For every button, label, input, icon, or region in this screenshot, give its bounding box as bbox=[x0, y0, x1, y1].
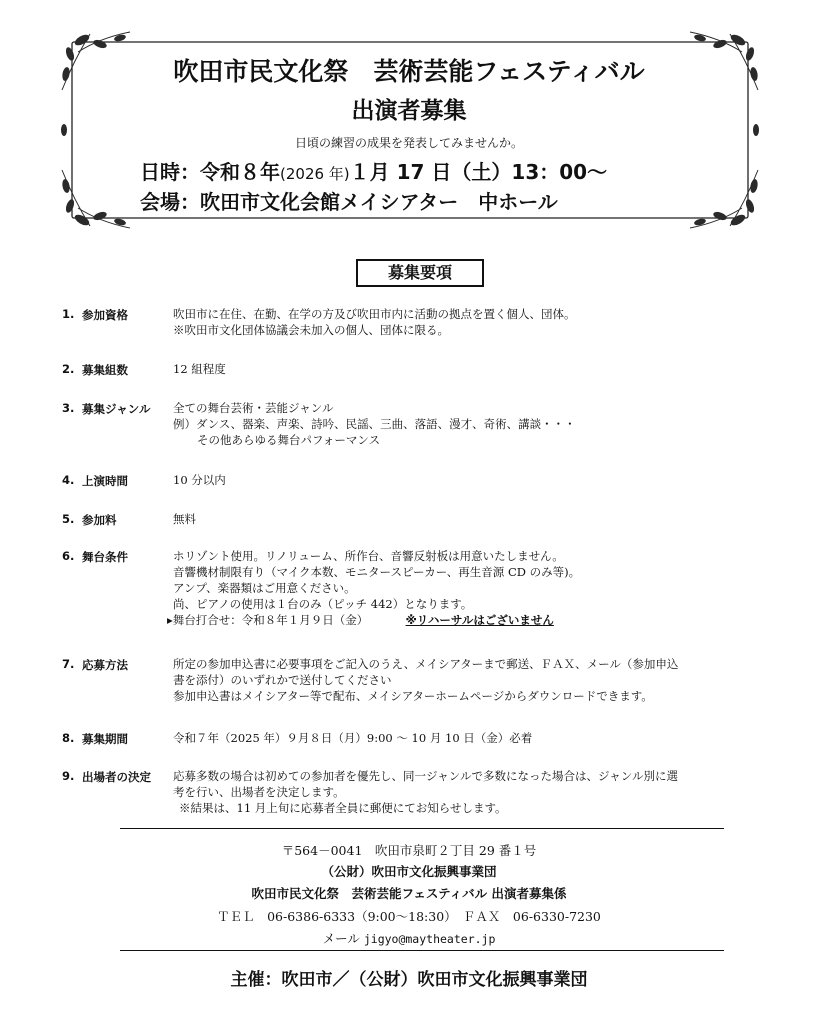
text-line: 尚、ピアノの使用は１台のみ（ピッチ 442）となります。 bbox=[173, 597, 473, 611]
rehearsal-date: ▸舞台打合せ：令和８年１月９日（金） bbox=[167, 613, 369, 627]
item-number: 1. bbox=[62, 307, 75, 321]
text-line: ホリゾント使用。リノリューム、所作台、音響反射板は用意いたしません。 bbox=[173, 549, 564, 563]
text-line: アンプ、楽器類はご用意ください。 bbox=[173, 581, 356, 595]
text-line: ※結果は、11 月上旬に応募者全員に郵便にてお知らせします。 bbox=[179, 801, 507, 815]
text-line: 令和７年（2025 年）９月８日（月）9:00 ～ 10 月 10 日（金）必着 bbox=[173, 731, 533, 745]
mail-address[interactable]: jigyo@maytheater.jp bbox=[363, 932, 496, 946]
item-label-period: 募集期間 bbox=[82, 732, 128, 746]
item-number: 7. bbox=[62, 657, 75, 671]
item-label-fee: 参加料 bbox=[82, 513, 117, 527]
text-line: 例）ダンス、器楽、声楽、詩吟、民謡、三曲、落語、漫才、奇術、講談・・・ bbox=[173, 417, 576, 431]
date-rest: １月 17 日（土）13：00～ bbox=[349, 160, 608, 184]
text-line: ※吹田市文化団体協議会未加入の個人、団体に限る。 bbox=[173, 323, 449, 337]
divider-top bbox=[120, 828, 724, 829]
rehearsal-note: ※リハーサルはございません bbox=[405, 613, 554, 627]
vine-bottom-right bbox=[693, 178, 758, 227]
item-text-fee bbox=[173, 511, 196, 527]
text-line: その他あらゆる舞台パフォーマンス bbox=[197, 433, 381, 447]
item-label-duration: 上演時間 bbox=[82, 474, 128, 488]
text-line: 参加申込書はメイシアター等で配布、メイシアターホームページからダウンロードできます。 bbox=[173, 689, 653, 703]
tagline: 日頃の練習の成果を発表してみませんか。 bbox=[294, 136, 523, 150]
item-text-application bbox=[173, 656, 678, 704]
item-number: 4. bbox=[62, 473, 75, 487]
text-line: 10 分以内 bbox=[173, 473, 226, 487]
item-number: 2. bbox=[62, 362, 75, 376]
date-year: (2026 年) bbox=[280, 165, 350, 183]
text-line: 12 組程度 bbox=[173, 362, 226, 376]
item-number: 3. bbox=[62, 401, 75, 415]
mail-label: メール bbox=[322, 931, 360, 946]
text-line: 吹田市に在住、在勤、在学の方及び吹田市内に活動の拠点を置く個人、団体。 bbox=[173, 307, 576, 321]
section-title: 募集要項 bbox=[356, 259, 484, 287]
text-line: 所定の参加申込書に必要事項をご記入のうえ、メイシアターまで郵送、ＦＡＸ、メール（参加申込 bbox=[173, 657, 679, 671]
rehearsal-line bbox=[167, 612, 580, 628]
text-line: 音響機材制限有り（マイク本数、モニタースピーカー、再生音源 CD のみ等)。 bbox=[173, 565, 581, 579]
contact-mail-row bbox=[0, 929, 818, 947]
vine-bottom-left bbox=[61, 178, 126, 227]
sponsor-line: 主催：吹田市／（公財）吹田市文化振興事業団 bbox=[230, 970, 588, 990]
date-label: 日時：令和８年 bbox=[140, 160, 280, 184]
item-text-groups bbox=[173, 361, 226, 377]
item-number: 6. bbox=[62, 549, 75, 563]
item-label-eligibility: 参加資格 bbox=[82, 308, 128, 322]
event-datetime bbox=[140, 156, 607, 185]
item-label-stage: 舞台条件 bbox=[82, 550, 128, 564]
recruit-heading: 出演者募集 bbox=[351, 98, 467, 124]
item-label-genre: 募集ジャンル bbox=[82, 402, 151, 416]
item-text-period bbox=[173, 730, 532, 746]
item-number: 5. bbox=[62, 512, 75, 526]
text-line: 全ての舞台芸術・芸能ジャンル bbox=[173, 401, 334, 415]
item-label-application: 応募方法 bbox=[82, 658, 128, 672]
item-label-selection: 出場者の決定 bbox=[82, 770, 151, 784]
item-text-selection bbox=[173, 768, 678, 816]
event-title: 吹田市民文化祭 芸術芸能フェスティバル bbox=[173, 57, 645, 86]
text-line: 無料 bbox=[173, 512, 196, 526]
contact-dept: 吹田市民文化祭 芸術芸能フェスティバル 出演者募集係 bbox=[251, 886, 567, 901]
text-line: 応募多数の場合は初めての参加者を優先し、同一ジャンルで多数になった場合は、ジャンル別に選 bbox=[173, 769, 678, 783]
item-text-eligibility bbox=[173, 306, 576, 338]
item-text-stage bbox=[167, 548, 581, 628]
item-text-genre bbox=[173, 400, 576, 448]
event-venue: 会場：吹田市文化会館メイシアター 中ホール bbox=[140, 190, 558, 214]
contact-address: 〒564－0041 吹田市泉町２丁目 29 番１号 bbox=[281, 843, 537, 858]
contact-tel-fax: ＴＥＬ 06-6386-6333（9:00～18:30） ＦＡＸ 06-6330-7230 bbox=[217, 909, 601, 924]
item-label-groups: 募集組数 bbox=[82, 363, 128, 377]
text-line: 書を添付）のいずれかで送付してください bbox=[173, 673, 392, 687]
divider-bottom bbox=[120, 950, 724, 951]
text-line: 考を行い、出場者を決定します。 bbox=[173, 785, 345, 799]
item-number: 9. bbox=[62, 769, 75, 783]
item-number: 8. bbox=[62, 731, 75, 745]
item-text-duration bbox=[173, 472, 226, 488]
contact-org: （公財）吹田市文化振興事業団 bbox=[321, 864, 497, 879]
